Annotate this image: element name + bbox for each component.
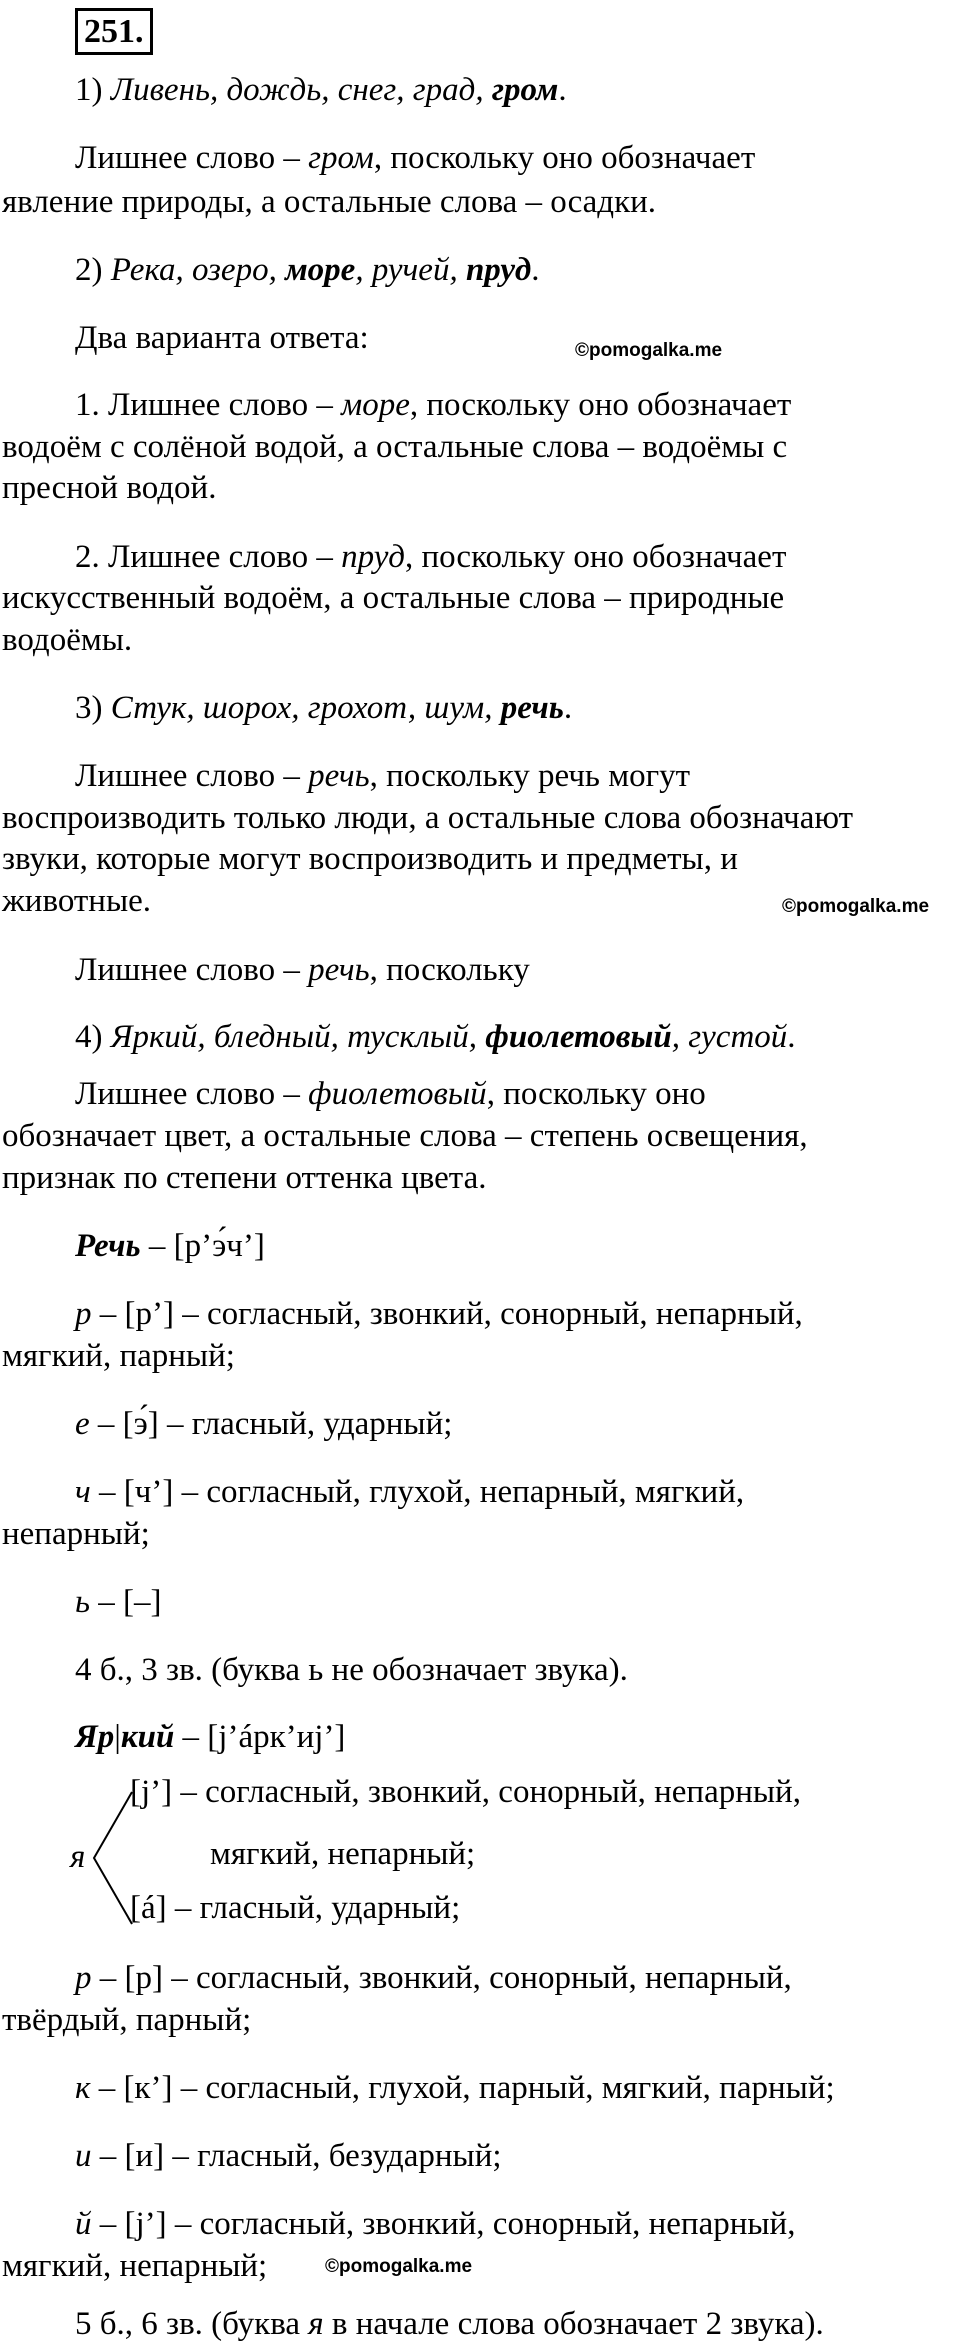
group-1-explanation: Лишнее слово – гром, поскольку оно обозначает: [75, 140, 756, 176]
yarkiy-letter-i: и – [и] – гласный, безударный;: [75, 2138, 502, 2174]
group-3-explanation-cont: воспроизводить только люди, а остальные слова обозначают: [2, 800, 854, 836]
odd-word: фиолетовый: [485, 1019, 672, 1055]
rech-summary: 4 б., 3 зв. (буква ь не обозначает звука).: [75, 1652, 628, 1688]
group-4-words: 4) Яркий, бледный, тусклый, фиолетовый, густой.: [75, 1019, 796, 1055]
group-4-explanation-cont-2: признак по степени оттенка цвета.: [2, 1160, 487, 1196]
yarkiy-summary: 5 б., 6 зв. (буква я в начале слова обозначает 2 звука).: [75, 2306, 824, 2342]
rech-letter-e: е – [э́] – гласный, ударный;: [75, 1406, 453, 1442]
variant-1-cont-2: пресной водой.: [2, 470, 217, 506]
rech-letter-r-cont: мягкий, парный;: [2, 1338, 235, 1374]
yarkiy-ya-sound-j: [j’] – согласный, звонкий, сонорный, непарный,: [130, 1774, 801, 1810]
group-4-explanation: Лишнее слово – фиолетовый, поскольку оно: [75, 1076, 706, 1112]
variant-2: 2. Лишнее слово – пруд, поскольку оно обозначает: [75, 539, 787, 575]
odd-word: речь: [500, 690, 564, 726]
odd-word: гром: [491, 72, 559, 108]
odd-word: море: [285, 252, 356, 288]
yarkiy-ya-sound-a: [á] – гласный, ударный;: [130, 1890, 461, 1926]
watermark: ©pomogalka.me: [575, 340, 723, 361]
group-2-variants-heading: Два варианта ответа:: [75, 320, 369, 356]
group-2-words: 2) Река, озеро, море, ручей, пруд.: [75, 252, 540, 288]
group-1-explanation-cont: явление природы, а остальные слова – осадки.: [2, 184, 657, 220]
rech-heading: Речь – [р’э́ч’]: [75, 1228, 265, 1264]
task-number: 251.: [75, 8, 153, 55]
yarkiy-letter-y-cont: мягкий, непарный;: [2, 2248, 268, 2284]
yarkiy-ya-sound-j-cont: мягкий, непарный;: [210, 1836, 476, 1872]
group-3-words: 3) Стук, шорох, грохот, шум, речь.: [75, 690, 573, 726]
yarkiy-letter-k: к – [к’] – согласный, глухой, парный, мягкий, парный;: [75, 2070, 835, 2106]
group-3-repeat: Лишнее слово – речь, поскольку: [75, 952, 530, 988]
variant-2-cont: искусственный водоём, а остальные слова – природные: [2, 580, 785, 616]
watermark: ©pomogalka.me: [325, 2256, 473, 2277]
group-4-explanation-cont: обозначает цвет, а остальные слова – степень освещения,: [2, 1118, 808, 1154]
yarkiy-heading: Яр|кий – [j’áрк’иj’]: [75, 1719, 346, 1755]
rech-letter-soft-sign: ь – [–]: [75, 1584, 162, 1620]
group-3-explanation-cont-3: животные.: [2, 883, 152, 919]
yarkiy-letter-ya: я: [70, 1839, 86, 1875]
group-1-words: 1) Ливень, дождь, снег, град, гром.: [75, 72, 567, 108]
yarkiy-letter-y: й – [j’] – согласный, звонкий, сонорный, непарный,: [75, 2206, 796, 2242]
rech-letter-ch-cont: непарный;: [2, 1516, 150, 1552]
yarkiy-letter-r-cont: твёрдый, парный;: [2, 2002, 252, 2038]
watermark: ©pomogalka.me: [782, 896, 930, 917]
yarkiy-letter-r: р – [р] – согласный, звонкий, сонорный, непарный,: [75, 1960, 792, 1996]
rech-letter-ch: ч – [ч’] – согласный, глухой, непарный, мягкий,: [75, 1474, 745, 1510]
group-3-explanation-cont-2: звуки, которые могут воспроизводить и предметы, и: [2, 841, 738, 877]
odd-word: пруд: [465, 252, 532, 288]
rech-letter-r: р – [р’] – согласный, звонкий, сонорный, непарный,: [75, 1296, 803, 1332]
variant-2-cont-2: водоёмы.: [2, 622, 133, 658]
variant-1-cont: водоём с солёной водой, а остальные слова – водоёмы с: [2, 429, 788, 465]
group-3-explanation: Лишнее слово – речь, поскольку речь могут: [75, 758, 691, 794]
variant-1: 1. Лишнее слово – море, поскольку оно обозначает: [75, 387, 792, 423]
